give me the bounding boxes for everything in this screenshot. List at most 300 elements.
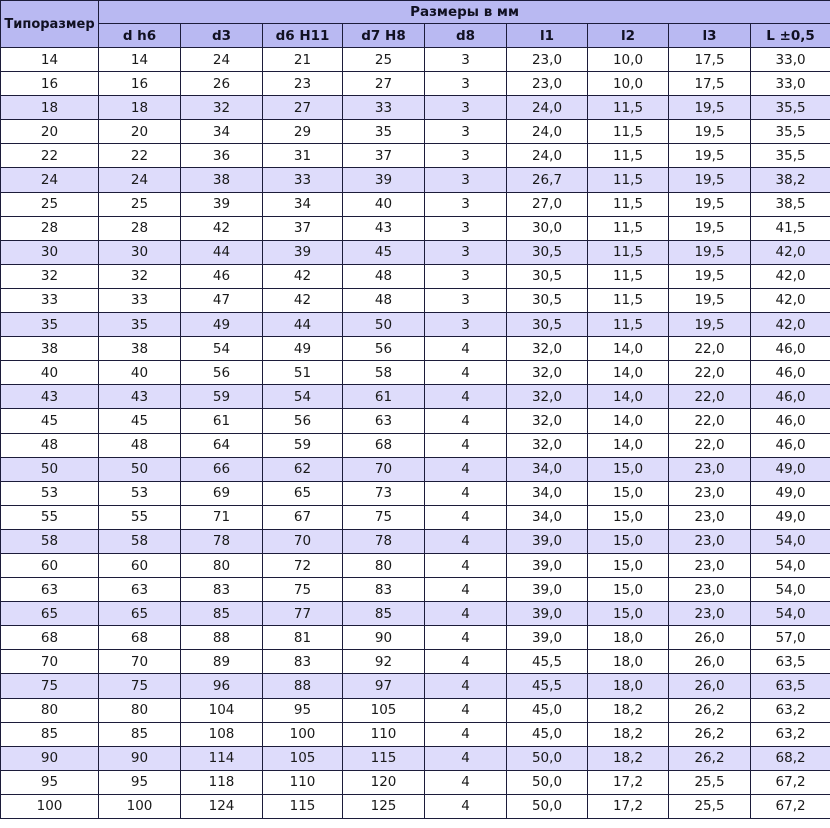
size-cell: 60 — [1, 553, 99, 577]
table-cell: 63,2 — [751, 722, 830, 746]
size-cell: 100 — [1, 794, 99, 818]
table-row — [1, 433, 830, 457]
size-cell: 53 — [1, 481, 99, 505]
table-cell: 53 — [99, 481, 181, 505]
table-cell: 18,2 — [588, 722, 669, 746]
table-cell: 70 — [99, 650, 181, 674]
table-cell: 60 — [99, 553, 181, 577]
column-header: d3 — [181, 24, 263, 48]
table-cell: 22 — [99, 144, 181, 168]
table-cell: 68 — [99, 626, 181, 650]
group-header: Размеры в мм — [99, 1, 830, 24]
table-cell: 26,0 — [669, 626, 751, 650]
table-cell: 49 — [181, 313, 263, 337]
table-row — [1, 240, 830, 264]
table-cell: 35,5 — [751, 120, 830, 144]
table-cell: 30,0 — [507, 216, 588, 240]
table-cell: 45 — [343, 240, 425, 264]
table-cell: 18,2 — [588, 746, 669, 770]
table-cell: 4 — [425, 553, 507, 577]
table-cell: 38,2 — [751, 168, 830, 192]
table-cell: 37 — [263, 216, 343, 240]
column-header: l1 — [507, 24, 588, 48]
table-cell: 4 — [425, 626, 507, 650]
table-cell: 4 — [425, 361, 507, 385]
size-cell: 18 — [1, 96, 99, 120]
table-cell: 63 — [343, 409, 425, 433]
table-cell: 39,0 — [507, 553, 588, 577]
size-cell: 58 — [1, 529, 99, 553]
table-cell: 73 — [343, 481, 425, 505]
table-cell: 50,0 — [507, 770, 588, 794]
table-cell: 125 — [343, 794, 425, 818]
table-row — [1, 96, 830, 120]
table-cell: 23,0 — [669, 481, 751, 505]
table-cell: 14 — [99, 48, 181, 72]
size-cell: 95 — [1, 770, 99, 794]
table-cell: 50 — [343, 313, 425, 337]
table-row — [1, 72, 830, 96]
table-cell: 24,0 — [507, 120, 588, 144]
table-cell: 58 — [99, 529, 181, 553]
table-cell: 19,5 — [669, 313, 751, 337]
table-row — [1, 385, 830, 409]
size-cell: 33 — [1, 288, 99, 312]
table-cell: 34 — [263, 192, 343, 216]
column-header: d h6 — [99, 24, 181, 48]
table-cell: 48 — [343, 264, 425, 288]
table-cell: 19,5 — [669, 168, 751, 192]
table-cell: 75 — [99, 674, 181, 698]
table-cell: 124 — [181, 794, 263, 818]
table-cell: 36 — [181, 144, 263, 168]
table-cell: 114 — [181, 746, 263, 770]
table-row — [1, 168, 830, 192]
table-cell: 40 — [99, 361, 181, 385]
table-cell: 19,5 — [669, 216, 751, 240]
table-row — [1, 120, 830, 144]
table-cell: 45,0 — [507, 698, 588, 722]
table-cell: 26 — [181, 72, 263, 96]
size-cell: 43 — [1, 385, 99, 409]
table-cell: 17,2 — [588, 794, 669, 818]
size-cell: 63 — [1, 578, 99, 602]
table-cell: 42 — [263, 288, 343, 312]
table-cell: 42 — [181, 216, 263, 240]
table-cell: 58 — [343, 361, 425, 385]
table-cell: 72 — [263, 553, 343, 577]
table-cell: 42,0 — [751, 288, 830, 312]
table-cell: 3 — [425, 144, 507, 168]
table-cell: 17,5 — [669, 72, 751, 96]
table-cell: 26,2 — [669, 722, 751, 746]
table-cell: 63,2 — [751, 698, 830, 722]
table-cell: 23,0 — [507, 48, 588, 72]
table-cell: 28 — [99, 216, 181, 240]
table-row — [1, 505, 830, 529]
table-cell: 19,5 — [669, 264, 751, 288]
table-cell: 49,0 — [751, 505, 830, 529]
size-cell: 25 — [1, 192, 99, 216]
size-cell: 48 — [1, 433, 99, 457]
table-cell: 14,0 — [588, 433, 669, 457]
table-cell: 20 — [99, 120, 181, 144]
table-cell: 4 — [425, 650, 507, 674]
table-cell: 61 — [343, 385, 425, 409]
table-cell: 65 — [263, 481, 343, 505]
table-cell: 85 — [343, 602, 425, 626]
table-cell: 63 — [99, 578, 181, 602]
table-cell: 23,0 — [669, 529, 751, 553]
table-cell: 21 — [263, 48, 343, 72]
table-row — [1, 529, 830, 553]
table-row — [1, 794, 830, 818]
size-cell: 35 — [1, 313, 99, 337]
table-cell: 3 — [425, 168, 507, 192]
table-cell: 100 — [263, 722, 343, 746]
table-cell: 34,0 — [507, 457, 588, 481]
table-row — [1, 313, 830, 337]
table-cell: 39,0 — [507, 602, 588, 626]
size-cell: 14 — [1, 48, 99, 72]
table-cell: 56 — [263, 409, 343, 433]
table-cell: 56 — [343, 337, 425, 361]
table-cell: 55 — [99, 505, 181, 529]
table-cell: 44 — [263, 313, 343, 337]
table-cell: 56 — [181, 361, 263, 385]
table-cell: 17,2 — [588, 770, 669, 794]
column-header: d6 H11 — [263, 24, 343, 48]
table-cell: 4 — [425, 578, 507, 602]
table-cell: 25 — [343, 48, 425, 72]
table-cell: 81 — [263, 626, 343, 650]
size-cell: 90 — [1, 746, 99, 770]
table-cell: 26,2 — [669, 698, 751, 722]
size-cell: 45 — [1, 409, 99, 433]
table-cell: 41,5 — [751, 216, 830, 240]
table-row — [1, 361, 830, 385]
table-cell: 39 — [263, 240, 343, 264]
table-cell: 51 — [263, 361, 343, 385]
column-header: l3 — [669, 24, 751, 48]
table-cell: 71 — [181, 505, 263, 529]
table-cell: 26,0 — [669, 650, 751, 674]
table-cell: 14,0 — [588, 361, 669, 385]
table-cell: 11,5 — [588, 240, 669, 264]
table-row — [1, 553, 830, 577]
table-cell: 4 — [425, 674, 507, 698]
table-cell: 32,0 — [507, 337, 588, 361]
table-cell: 30,5 — [507, 288, 588, 312]
table-cell: 25,5 — [669, 770, 751, 794]
table-cell: 68 — [343, 433, 425, 457]
table-cell: 42,0 — [751, 313, 830, 337]
table-row — [1, 457, 830, 481]
table-cell: 4 — [425, 433, 507, 457]
table-cell: 4 — [425, 770, 507, 794]
table-cell: 3 — [425, 264, 507, 288]
column-header: l2 — [588, 24, 669, 48]
table-cell: 83 — [181, 578, 263, 602]
table-cell: 3 — [425, 216, 507, 240]
table-cell: 62 — [263, 457, 343, 481]
table-cell: 4 — [425, 529, 507, 553]
table-row — [1, 578, 830, 602]
size-cell: 85 — [1, 722, 99, 746]
table-cell: 48 — [99, 433, 181, 457]
table-cell: 18 — [99, 96, 181, 120]
table-cell: 22,0 — [669, 361, 751, 385]
size-cell: 30 — [1, 240, 99, 264]
table-cell: 59 — [263, 433, 343, 457]
table-cell: 50,0 — [507, 794, 588, 818]
table-row — [1, 481, 830, 505]
table-cell: 46,0 — [751, 361, 830, 385]
table-header — [1, 1, 830, 48]
table-cell: 77 — [263, 602, 343, 626]
table-cell: 19,5 — [669, 192, 751, 216]
table-cell: 26,0 — [669, 674, 751, 698]
table-cell: 45,5 — [507, 674, 588, 698]
table-cell: 40 — [343, 192, 425, 216]
table-cell: 15,0 — [588, 481, 669, 505]
table-cell: 64 — [181, 433, 263, 457]
table-cell: 11,5 — [588, 216, 669, 240]
table-cell: 66 — [181, 457, 263, 481]
table-cell: 32,0 — [507, 409, 588, 433]
table-cell: 29 — [263, 120, 343, 144]
table-cell: 35 — [99, 313, 181, 337]
column-header: L ±0,5 — [751, 24, 830, 48]
table-cell: 47 — [181, 288, 263, 312]
table-cell: 67,2 — [751, 794, 830, 818]
table-cell: 46,0 — [751, 409, 830, 433]
size-cell: 32 — [1, 264, 99, 288]
table-cell: 24 — [99, 168, 181, 192]
table-cell: 88 — [263, 674, 343, 698]
table-cell: 19,5 — [669, 240, 751, 264]
table-cell: 63,5 — [751, 650, 830, 674]
table-cell: 11,5 — [588, 192, 669, 216]
table-cell: 54 — [181, 337, 263, 361]
table-row — [1, 626, 830, 650]
table-cell: 15,0 — [588, 457, 669, 481]
table-cell: 24,0 — [507, 144, 588, 168]
table-row — [1, 216, 830, 240]
table-cell: 3 — [425, 72, 507, 96]
table-cell: 38 — [99, 337, 181, 361]
table-cell: 11,5 — [588, 96, 669, 120]
column-header: d7 H8 — [343, 24, 425, 48]
table-cell: 31 — [263, 144, 343, 168]
table-cell: 4 — [425, 409, 507, 433]
table-cell: 19,5 — [669, 96, 751, 120]
table-cell: 30,5 — [507, 240, 588, 264]
size-cell: 28 — [1, 216, 99, 240]
table-cell: 19,5 — [669, 144, 751, 168]
table-cell: 42,0 — [751, 264, 830, 288]
table-cell: 54 — [263, 385, 343, 409]
table-cell: 30,5 — [507, 264, 588, 288]
table-cell: 34,0 — [507, 481, 588, 505]
table-cell: 15,0 — [588, 505, 669, 529]
table-cell: 14,0 — [588, 385, 669, 409]
table-cell: 80 — [99, 698, 181, 722]
table-cell: 27 — [263, 96, 343, 120]
table-row — [1, 650, 830, 674]
table-cell: 18,0 — [588, 650, 669, 674]
table-cell: 96 — [181, 674, 263, 698]
table-cell: 34,0 — [507, 505, 588, 529]
table-cell: 110 — [263, 770, 343, 794]
table-row — [1, 192, 830, 216]
table-cell: 15,0 — [588, 602, 669, 626]
table-cell: 39 — [343, 168, 425, 192]
size-cell: 70 — [1, 650, 99, 674]
size-cell: 24 — [1, 168, 99, 192]
table-cell: 63,5 — [751, 674, 830, 698]
table-cell: 19,5 — [669, 288, 751, 312]
table-row — [1, 144, 830, 168]
table-row — [1, 602, 830, 626]
table-cell: 30 — [99, 240, 181, 264]
table-cell: 33 — [263, 168, 343, 192]
table-cell: 4 — [425, 337, 507, 361]
table-cell: 4 — [425, 505, 507, 529]
table-cell: 27 — [343, 72, 425, 96]
table-cell: 11,5 — [588, 288, 669, 312]
table-cell: 95 — [263, 698, 343, 722]
table-cell: 108 — [181, 722, 263, 746]
table-cell: 68,2 — [751, 746, 830, 770]
table-cell: 69 — [181, 481, 263, 505]
table-cell: 70 — [263, 529, 343, 553]
table-cell: 27,0 — [507, 192, 588, 216]
table-cell: 32,0 — [507, 385, 588, 409]
table-cell: 39,0 — [507, 578, 588, 602]
table-cell: 44 — [181, 240, 263, 264]
table-cell: 67 — [263, 505, 343, 529]
table-cell: 33,0 — [751, 72, 830, 96]
table-cell: 32 — [181, 96, 263, 120]
table-cell: 22,0 — [669, 409, 751, 433]
size-cell: 22 — [1, 144, 99, 168]
table-cell: 19,5 — [669, 120, 751, 144]
table-cell: 39,0 — [507, 529, 588, 553]
table-cell: 46 — [181, 264, 263, 288]
table-cell: 23,0 — [669, 602, 751, 626]
table-cell: 75 — [343, 505, 425, 529]
table-cell: 32 — [99, 264, 181, 288]
table-cell: 24 — [181, 48, 263, 72]
table-cell: 90 — [99, 746, 181, 770]
table-cell: 23,0 — [669, 457, 751, 481]
table-cell: 23,0 — [669, 505, 751, 529]
table-cell: 46,0 — [751, 337, 830, 361]
table-cell: 3 — [425, 48, 507, 72]
table-cell: 4 — [425, 481, 507, 505]
table-row — [1, 288, 830, 312]
size-header: Типоразмер — [1, 1, 99, 48]
table-cell: 4 — [425, 457, 507, 481]
table-cell: 32,0 — [507, 433, 588, 457]
size-cell: 75 — [1, 674, 99, 698]
table-cell: 61 — [181, 409, 263, 433]
table-cell: 78 — [343, 529, 425, 553]
table-cell: 45 — [99, 409, 181, 433]
table-cell: 83 — [343, 578, 425, 602]
table-row — [1, 722, 830, 746]
table-cell: 115 — [343, 746, 425, 770]
table-row — [1, 698, 830, 722]
table-cell: 67,2 — [751, 770, 830, 794]
table-cell: 35 — [343, 120, 425, 144]
table-cell: 33 — [343, 96, 425, 120]
table-cell: 105 — [263, 746, 343, 770]
table-cell: 10,0 — [588, 48, 669, 72]
table-cell: 4 — [425, 385, 507, 409]
table-cell: 54,0 — [751, 553, 830, 577]
table-cell: 4 — [425, 746, 507, 770]
table-cell: 22,0 — [669, 337, 751, 361]
table-cell: 15,0 — [588, 578, 669, 602]
table-cell: 18,2 — [588, 698, 669, 722]
table-cell: 110 — [343, 722, 425, 746]
table-cell: 65 — [99, 602, 181, 626]
table-cell: 3 — [425, 120, 507, 144]
table-cell: 43 — [343, 216, 425, 240]
table-cell: 48 — [343, 288, 425, 312]
table-cell: 16 — [99, 72, 181, 96]
table-cell: 15,0 — [588, 529, 669, 553]
table-cell: 46,0 — [751, 433, 830, 457]
table-cell: 42 — [263, 264, 343, 288]
table-cell: 104 — [181, 698, 263, 722]
size-cell: 55 — [1, 505, 99, 529]
table-cell: 10,0 — [588, 72, 669, 96]
table-row — [1, 48, 830, 72]
table-cell: 18,0 — [588, 674, 669, 698]
table-row — [1, 409, 830, 433]
table-cell: 54,0 — [751, 602, 830, 626]
table-cell: 30,5 — [507, 313, 588, 337]
table-cell: 43 — [99, 385, 181, 409]
table-cell: 97 — [343, 674, 425, 698]
table-cell: 88 — [181, 626, 263, 650]
table-cell: 26,2 — [669, 746, 751, 770]
table-cell: 11,5 — [588, 144, 669, 168]
table-cell: 23,0 — [669, 578, 751, 602]
table-cell: 49 — [263, 337, 343, 361]
table-cell: 42,0 — [751, 240, 830, 264]
table-row — [1, 770, 830, 794]
table-cell: 83 — [263, 650, 343, 674]
table-cell: 54,0 — [751, 529, 830, 553]
table-cell: 23,0 — [507, 72, 588, 96]
table-cell: 59 — [181, 385, 263, 409]
table-cell: 4 — [425, 794, 507, 818]
table-cell: 25 — [99, 192, 181, 216]
table-cell: 85 — [181, 602, 263, 626]
table-row — [1, 746, 830, 770]
table-cell: 3 — [425, 96, 507, 120]
table-cell: 33 — [99, 288, 181, 312]
table-cell: 3 — [425, 240, 507, 264]
table-cell: 14,0 — [588, 337, 669, 361]
table-cell: 3 — [425, 192, 507, 216]
table-cell: 49,0 — [751, 481, 830, 505]
table-cell: 4 — [425, 722, 507, 746]
